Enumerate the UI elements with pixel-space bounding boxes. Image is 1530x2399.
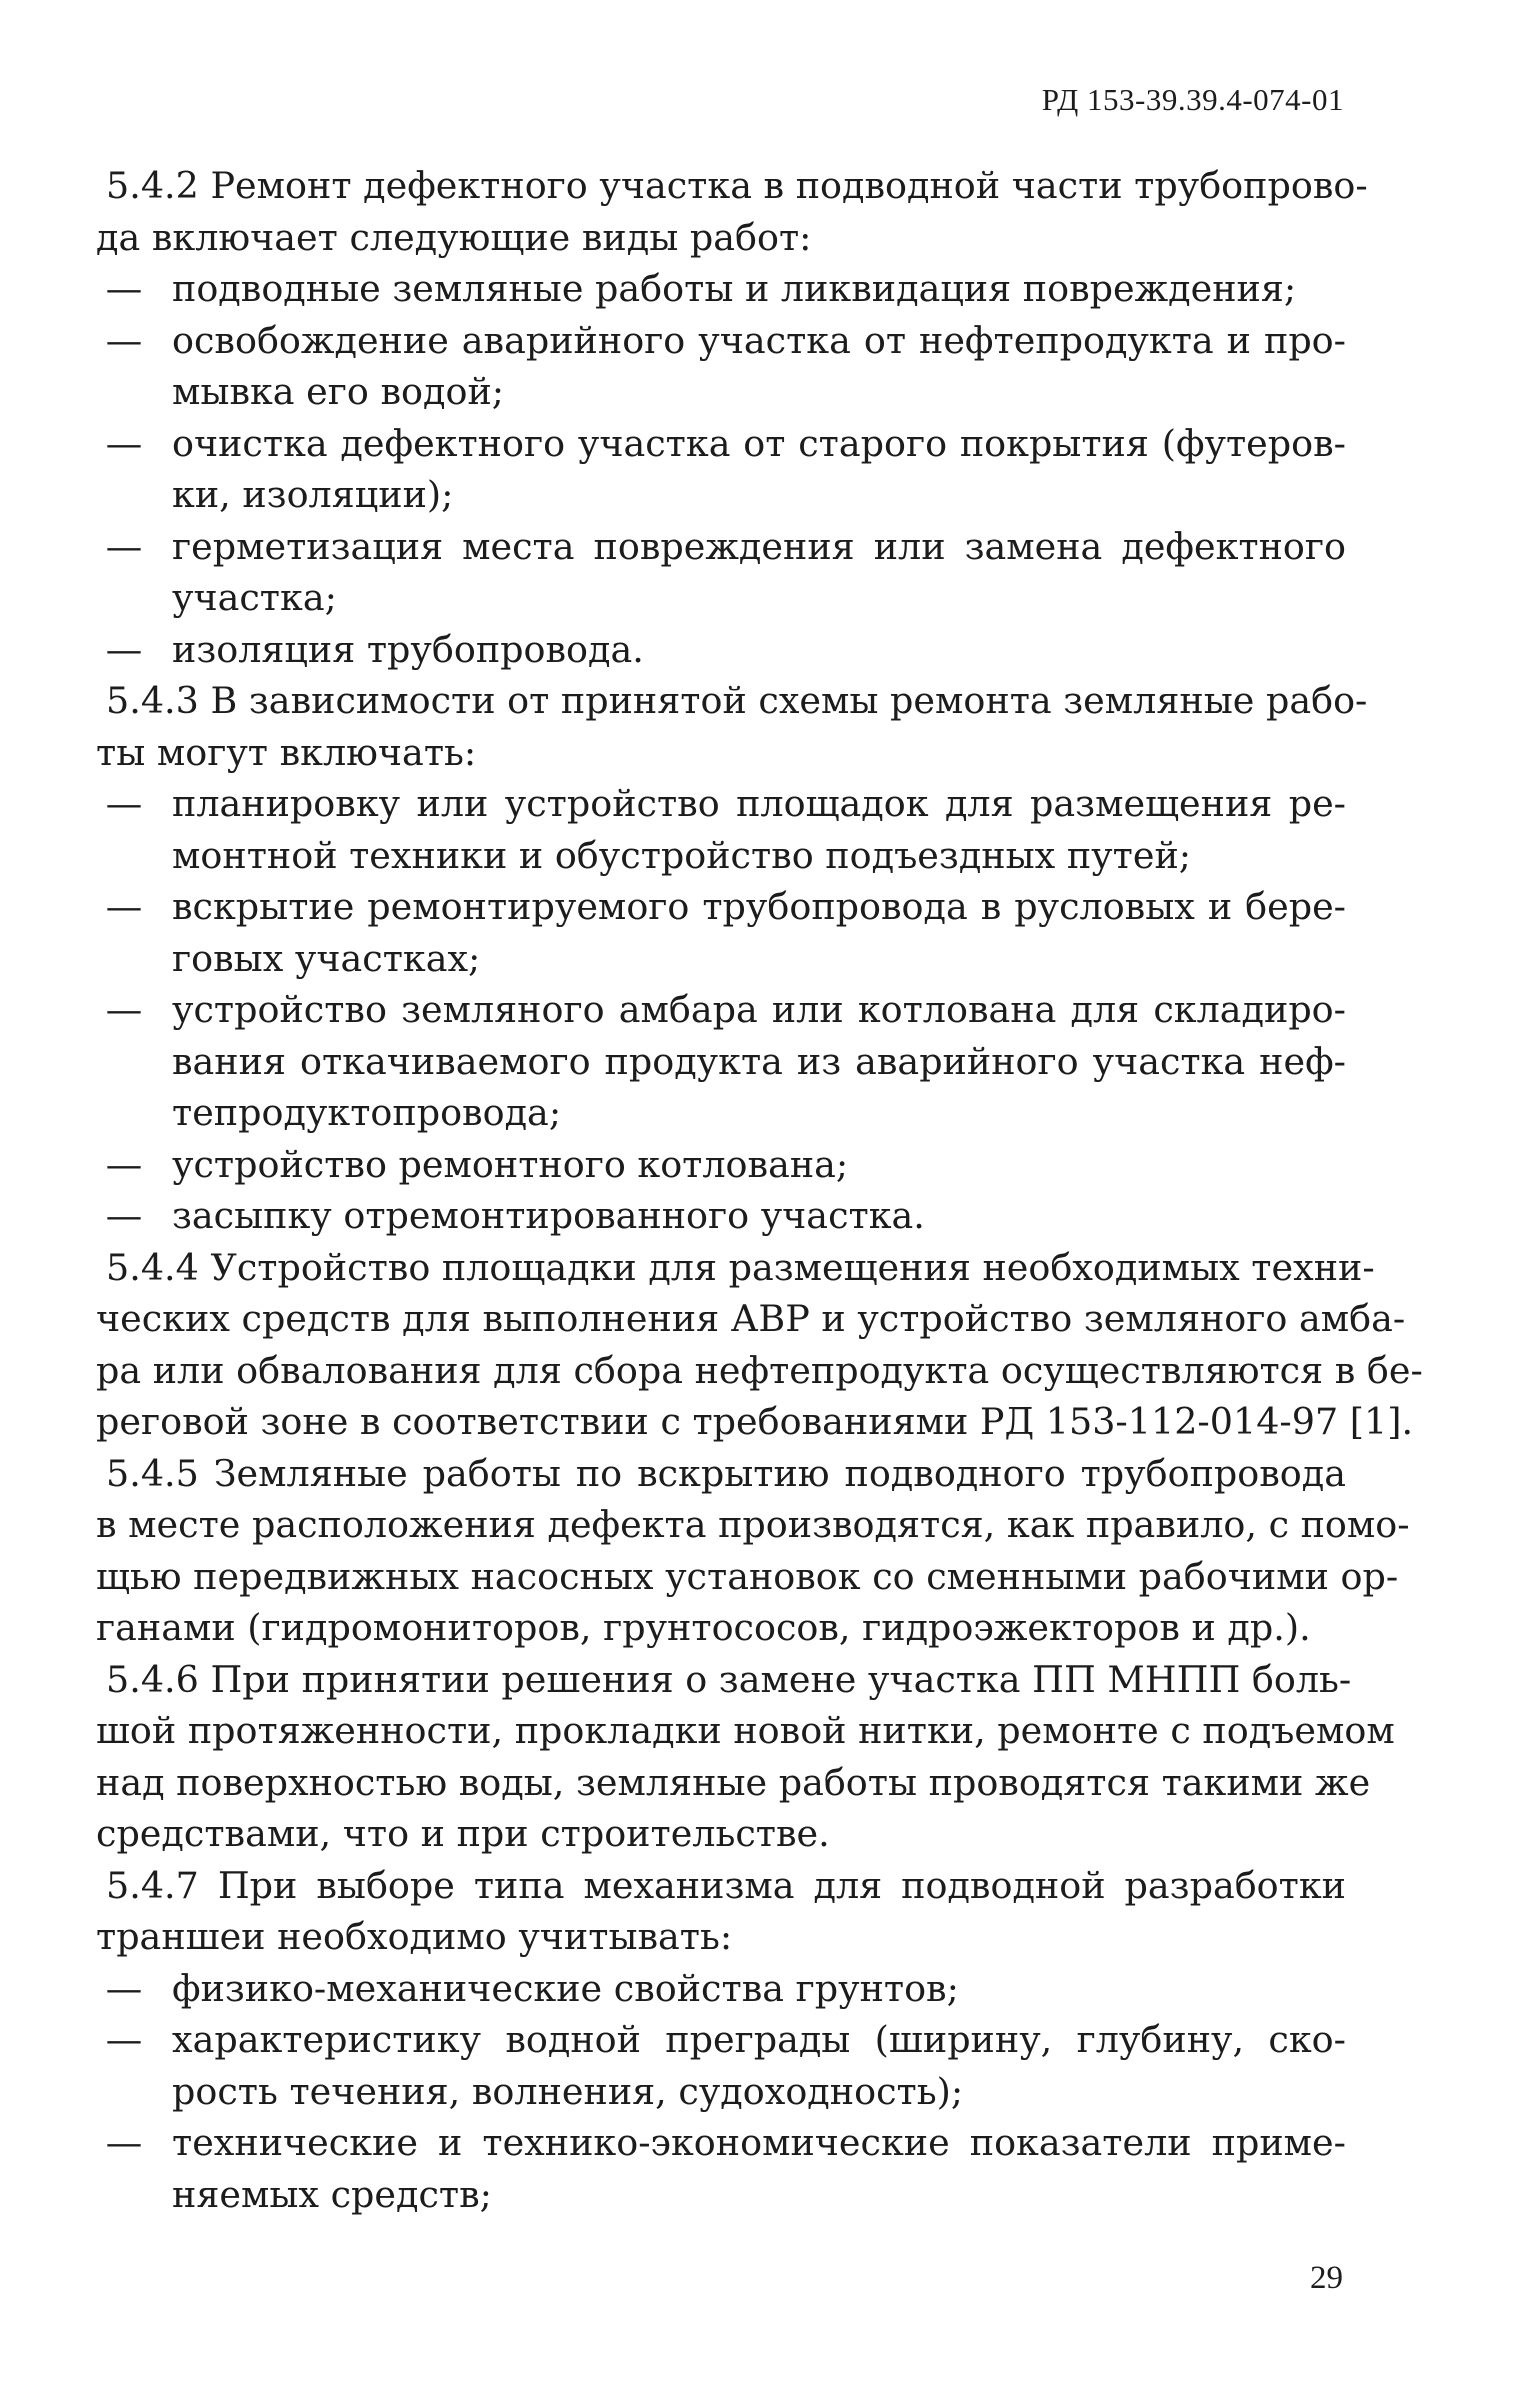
text-line: вскрытие ремонтируемого трубопровода в русловых и бере-: [172, 885, 1346, 928]
text-line: няемых средств;: [172, 2172, 492, 2216]
list-item: [96, 2117, 1346, 2220]
paragraph: [96, 160, 1368, 263]
paragraph: [96, 1242, 1423, 1448]
text-line: реговой зоне в соответствии с требованиями РД 153-112-014-97 [1].: [96, 1400, 1414, 1443]
text-line: очистка дефектного участка от старого покрытия (футеров-: [172, 421, 1346, 465]
text-line: говых участках;: [172, 936, 481, 980]
text-line: засыпку отремонтированного участка.: [172, 1194, 925, 1237]
list-item: [96, 1139, 1346, 1191]
text-line: технические и технико-экономические показатели приме-: [172, 2121, 1346, 2164]
text-line: освобождение аварийного участка от нефтепродукта и про-: [172, 318, 1346, 362]
text-line: изоляция трубопровода.: [172, 627, 644, 671]
text-line: 5.4.3 В зависимости от принятой схемы ремонта земляные рабо-: [106, 679, 1368, 722]
list-dash: —: [105, 1142, 143, 1186]
text-line: ческих средств для выполнения АВР и устройство земляного амба-: [96, 1297, 1406, 1340]
paragraph: [96, 675, 1368, 778]
list-item: [96, 521, 1346, 624]
list-dash: —: [105, 524, 143, 568]
text-line: ки, изоляции);: [172, 473, 454, 516]
text-line: 5.4.5 Земляные работы по вскрытию подводного трубопровода: [106, 1451, 1346, 1495]
document-code-header: РД 153-39.39.4-074-01: [1041, 82, 1344, 117]
text-line: 5.4.2 Ремонт дефектного участка в подводной части трубопрово-: [106, 164, 1368, 207]
list-dash: —: [105, 885, 143, 928]
text-line: рость течения, волнения, судоходность);: [172, 2069, 964, 2113]
text-line: устройство земляного амбара или котлована для складиро-: [172, 988, 1346, 1031]
list-item: [96, 984, 1346, 1139]
text-line: 5.4.7 При выборе типа механизма для подводной разработки: [106, 1863, 1346, 1907]
text-line: в месте расположения дефекта производятся, как правило, с помо-: [96, 1503, 1410, 1546]
page-number: 29: [1310, 2260, 1343, 2296]
list-dash: —: [105, 988, 143, 1031]
list-item: [96, 2014, 1346, 2117]
text-line: герметизация места повреждения или замена дефектного: [172, 524, 1346, 568]
list-dash: —: [105, 1966, 143, 2010]
text-line: над поверхностью воды, земляные работы проводятся такими же: [96, 1760, 1371, 1804]
text-line: траншеи необходимо учитывать:: [96, 1915, 733, 1958]
paragraph: [96, 1448, 1410, 1654]
list-dash: —: [105, 318, 143, 362]
text-line: щью передвижных насосных установок со сменными рабочими ор-: [96, 1554, 1399, 1598]
list-dash: —: [105, 267, 143, 310]
text-line: да включает следующие виды работ:: [96, 215, 812, 259]
text-line: ра или обвалования для сбора нефтепродукта осуществляются в бе-: [96, 1348, 1423, 1392]
list-dash: —: [105, 2121, 143, 2164]
text-line: планировку или устройство площадок для размещения ре-: [172, 782, 1346, 825]
list-item: [96, 624, 1346, 676]
paragraph: [96, 1860, 1346, 1963]
list-dash: —: [105, 782, 143, 825]
text-line: шой протяженности, прокладки новой нитки, ремонте с подъемом: [96, 1709, 1395, 1752]
list-dash: —: [105, 1194, 143, 1237]
text-line: устройство ремонтного котлована;: [172, 1142, 849, 1186]
text-line: 5.4.6 При принятии решения о замене участка ПП МНПП боль-: [106, 1657, 1352, 1701]
paragraph: [96, 1654, 1395, 1860]
list-item: [96, 315, 1346, 418]
text-line: характеристику водной преграды (ширину, глубину, ско-: [172, 2018, 1346, 2061]
list-dash: —: [105, 421, 143, 465]
list-item: [96, 418, 1346, 521]
text-line: тепродуктопровода;: [172, 1091, 562, 1134]
list-item: [96, 1963, 1346, 2015]
text-line: средствами, что и при строительстве.: [96, 1812, 830, 1855]
text-line: вания откачиваемого продукта из аварийного участка неф-: [172, 1039, 1346, 1083]
text-line: ты могут включать:: [96, 730, 477, 774]
list-dash: —: [105, 2018, 143, 2061]
list-item: [96, 263, 1346, 315]
text-line: участка;: [172, 576, 337, 619]
list-item: [96, 778, 1346, 881]
text-line: монтной техники и обустройство подъездных путей;: [172, 833, 1192, 877]
text-line: физико-механические свойства грунтов;: [172, 1966, 959, 2010]
list-item: [96, 1190, 1346, 1242]
text-line: подводные земляные работы и ликвидация повреждения;: [172, 267, 1297, 310]
text-line: мывка его водой;: [172, 370, 505, 413]
list-dash: —: [105, 627, 143, 671]
text-line: 5.4.4 Устройство площадки для размещения необходимых техни-: [106, 1245, 1375, 1289]
text-line: ганами (гидромониторов, грунтососов, гидроэжекторов и др.).: [96, 1606, 1311, 1649]
page-body: [96, 160, 1423, 2220]
list-item: [96, 881, 1346, 984]
